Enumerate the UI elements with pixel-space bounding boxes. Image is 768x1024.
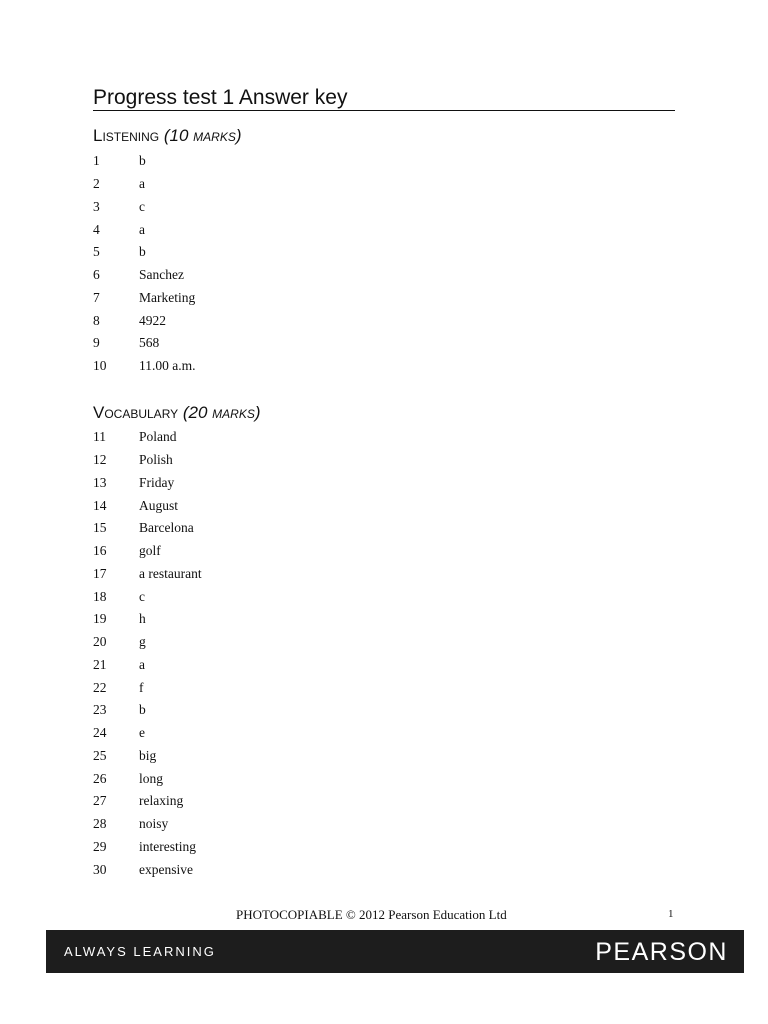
title-divider <box>93 110 675 111</box>
answer-number: 3 <box>93 198 100 214</box>
answer-number: 16 <box>93 543 107 559</box>
answer-row <box>93 150 196 173</box>
answer-row <box>93 676 202 699</box>
answer-row <box>93 494 202 517</box>
answer-row <box>93 745 202 768</box>
answer-row <box>93 218 196 241</box>
answer-row <box>93 426 202 449</box>
answer-row <box>93 517 202 540</box>
answer-number: 13 <box>93 474 107 490</box>
page-number: 1 <box>668 908 674 920</box>
answer-row <box>93 836 202 859</box>
answer-row <box>93 608 202 631</box>
answer-row <box>93 654 202 677</box>
answer-text: b <box>139 244 146 260</box>
answer-text: big <box>139 747 157 763</box>
vocabulary-answer-list <box>93 426 202 881</box>
pearson-logo: PEARSON <box>595 938 728 966</box>
vocabulary-section-name: Vocabulary <box>93 403 179 422</box>
answer-text: expensive <box>139 861 193 877</box>
answer-number: 19 <box>93 611 107 627</box>
answer-text: c <box>139 588 145 604</box>
answer-text: 568 <box>139 335 160 351</box>
answer-text: g <box>139 634 146 650</box>
answer-row <box>93 540 202 563</box>
answer-row <box>93 196 196 219</box>
page-title: Progress test 1 Answer key <box>93 86 348 109</box>
answer-row <box>93 813 202 836</box>
answer-text: h <box>139 611 146 627</box>
answer-text: Poland <box>139 429 177 445</box>
answer-text: e <box>139 725 145 741</box>
answer-text: Marketing <box>139 289 196 305</box>
answer-row <box>93 332 196 355</box>
answer-number: 6 <box>93 267 100 283</box>
answer-row <box>93 449 202 472</box>
footer-copyright: PHOTOCOPIABLE © 2012 Pearson Education Ltd <box>236 907 507 922</box>
answer-row <box>93 563 202 586</box>
answer-number: 30 <box>93 861 107 877</box>
answer-number: 26 <box>93 770 107 786</box>
listening-section-marks: (10 marks) <box>163 126 242 145</box>
answer-text: Polish <box>139 452 173 468</box>
answer-number: 25 <box>93 747 107 763</box>
answer-text: 4922 <box>139 312 166 328</box>
answer-number: 2 <box>93 176 100 192</box>
answer-text: f <box>139 679 144 695</box>
answer-number: 20 <box>93 634 107 650</box>
answer-row <box>93 241 196 264</box>
answer-row <box>93 472 202 495</box>
answer-number: 17 <box>93 565 107 581</box>
listening-section-heading <box>93 125 242 147</box>
brand-tagline: ALWAYS LEARNING <box>64 944 216 959</box>
answer-text: Friday <box>139 474 175 490</box>
answer-text: noisy <box>139 816 169 832</box>
answer-number: 10 <box>93 358 107 374</box>
vocabulary-section-heading <box>93 402 261 424</box>
answer-row <box>93 722 202 745</box>
answer-text: Sanchez <box>139 267 184 283</box>
answer-number: 14 <box>93 497 107 513</box>
answer-row <box>93 585 202 608</box>
answer-row <box>93 858 202 881</box>
answer-row <box>93 355 196 378</box>
answer-text: Barcelona <box>139 520 194 536</box>
answer-row <box>93 173 196 196</box>
answer-text: c <box>139 198 145 214</box>
answer-number: 1 <box>93 153 100 169</box>
answer-text: golf <box>139 543 161 559</box>
answer-row <box>93 309 196 332</box>
answer-text: long <box>139 770 164 786</box>
answer-text: relaxing <box>139 793 184 809</box>
answer-number: 4 <box>93 221 100 237</box>
answer-number: 12 <box>93 452 107 468</box>
answer-number: 7 <box>93 289 100 305</box>
answer-number: 22 <box>93 679 107 695</box>
answer-number: 5 <box>93 244 100 260</box>
answer-text: a <box>139 656 145 672</box>
listening-answer-list <box>93 150 196 378</box>
answer-number: 8 <box>93 312 100 328</box>
listening-section-name: Listening <box>93 126 160 145</box>
answer-number: 18 <box>93 588 107 604</box>
answer-number: 23 <box>93 702 107 718</box>
answer-text: interesting <box>139 838 196 854</box>
answer-row <box>93 264 196 287</box>
brand-bar <box>46 930 744 973</box>
answer-text: a restaurant <box>139 565 202 581</box>
answer-row <box>93 631 202 654</box>
answer-number: 21 <box>93 656 107 672</box>
answer-number: 29 <box>93 838 107 854</box>
answer-text: b <box>139 153 146 169</box>
answer-row <box>93 699 202 722</box>
answer-text: a <box>139 221 145 237</box>
answer-row <box>93 790 202 813</box>
answer-row <box>93 287 196 310</box>
answer-text: 11.00 a.m. <box>139 358 196 374</box>
answer-number: 28 <box>93 816 107 832</box>
answer-number: 15 <box>93 520 107 536</box>
vocabulary-section-marks: (20 marks) <box>182 403 261 422</box>
answer-text: August <box>139 497 179 513</box>
answer-text: b <box>139 702 146 718</box>
answer-text: a <box>139 176 145 192</box>
answer-number: 24 <box>93 725 107 741</box>
answer-number: 11 <box>93 429 106 445</box>
answer-number: 27 <box>93 793 107 809</box>
answer-row <box>93 767 202 790</box>
answer-number: 9 <box>93 335 100 351</box>
